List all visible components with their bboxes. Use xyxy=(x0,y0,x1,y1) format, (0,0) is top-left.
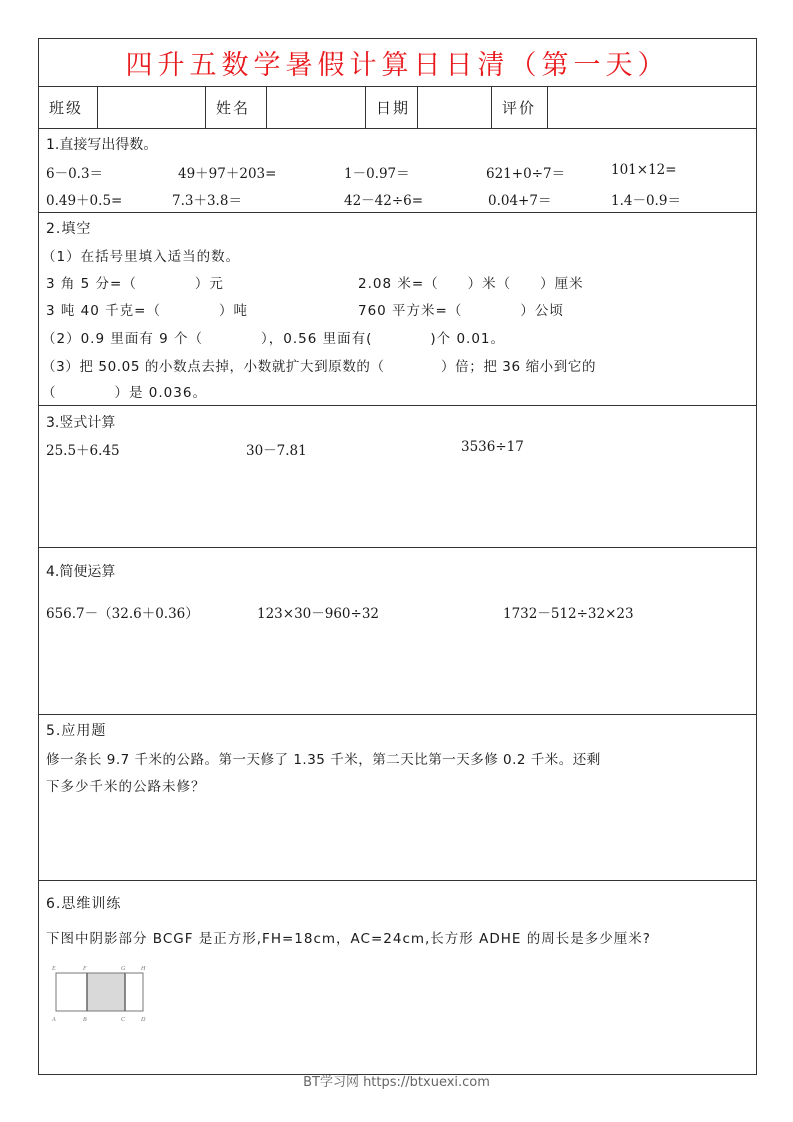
sub-question: （1）在括号里填入适当的数。 xyxy=(42,249,241,265)
svg-text:A: A xyxy=(52,1017,57,1023)
problem: 123×30－960÷32 xyxy=(257,606,380,622)
svg-text:C: C xyxy=(121,1017,127,1023)
date-field[interactable] xyxy=(418,87,492,128)
sub-question-cont: （ ）是 0.036。 xyxy=(42,385,207,401)
class-label: 班级 xyxy=(39,87,98,128)
section-word-problem xyxy=(39,715,756,881)
eval-label: 评价 xyxy=(492,87,548,128)
fill-question: 3 吨 40 千克=（ ）吨 xyxy=(46,303,248,319)
eval-field[interactable] xyxy=(548,87,756,128)
problem: 1.4－0.9＝ xyxy=(611,193,681,209)
fill-question: 760 平方米=（ ）公顷 xyxy=(358,303,564,319)
problem-text: 下多少千米的公路未修？ xyxy=(46,779,206,795)
page-title: 四升五数学暑假计算日日清（第一天） xyxy=(125,50,670,81)
sub-question: （2）0.9 里面有 9 个（ ），0.56 里面有( )个 0.01。 xyxy=(42,331,506,347)
svg-text:H: H xyxy=(141,966,147,972)
problem: 1732－512÷32×23 xyxy=(503,606,634,622)
problem: 25.5＋6.45 xyxy=(46,443,120,459)
name-label: 姓名 xyxy=(206,87,267,128)
problem: 1－0.97＝ xyxy=(344,166,410,182)
svg-text:E: E xyxy=(52,966,57,972)
problem: 49＋97＋203= xyxy=(178,166,277,182)
section-simplified-calc xyxy=(39,548,756,715)
rectangle-figure xyxy=(49,963,149,1025)
problem: 7.3＋3.8＝ xyxy=(172,193,242,209)
fill-question: 2.08 米=（ ）米（ ）厘米 xyxy=(358,276,584,292)
section-heading: 5.应用题 xyxy=(46,723,107,739)
info-row xyxy=(39,87,756,129)
title-row xyxy=(39,39,756,87)
section-heading: 1.直接写出得数。 xyxy=(46,137,158,153)
date-label: 日期 xyxy=(366,87,418,128)
name-field[interactable] xyxy=(267,87,366,128)
problem: 621+0÷7＝ xyxy=(486,166,566,182)
footer-watermark: BT学习网 https://btxuexi.com xyxy=(303,1075,490,1090)
section-heading: 3.竖式计算 xyxy=(46,415,116,431)
problem: 101×12= xyxy=(611,162,677,178)
svg-text:G: G xyxy=(121,966,127,972)
section-direct-answers xyxy=(39,129,756,213)
section-heading: 6.思维训练 xyxy=(46,896,122,912)
svg-text:B: B xyxy=(83,1017,88,1023)
section-thinking xyxy=(39,881,756,1075)
section-vertical-calc xyxy=(39,406,756,548)
section-heading: 2.填空 xyxy=(46,221,92,237)
section-heading: 4.简便运算 xyxy=(46,564,116,580)
class-field[interactable] xyxy=(98,87,206,128)
problem: 0.04+7＝ xyxy=(488,193,552,209)
sub-question: （3）把 50.05 的小数点去掉，小数就扩大到原数的（ ）倍；把 36 缩小到它的 xyxy=(42,359,597,375)
problem: 30－7.81 xyxy=(246,443,307,459)
worksheet xyxy=(38,38,757,1075)
fill-question: 3 角 5 分=（ ）元 xyxy=(46,276,224,292)
svg-text:F: F xyxy=(83,966,88,972)
problem: 3536÷17 xyxy=(461,439,524,455)
problem-text: 修一条长 9.7 千米的公路。第一天修了 1.35 千米，第二天比第一天多修 0.2 千米。还剩 xyxy=(46,752,601,768)
problem: 6－0.3＝ xyxy=(46,166,104,182)
problem: 656.7－（32.6＋0.36） xyxy=(46,606,199,622)
problem: 42－42÷6= xyxy=(344,193,424,209)
problem: 0.49＋0.5= xyxy=(46,193,123,209)
section-fill-blanks xyxy=(39,213,756,406)
problem-text: 下图中阴影部分 BCGF 是正方形,FH=18cm，AC=24cm,长方形 ADHE 的周长是多少厘米? xyxy=(46,931,651,947)
svg-text:D: D xyxy=(141,1017,147,1023)
